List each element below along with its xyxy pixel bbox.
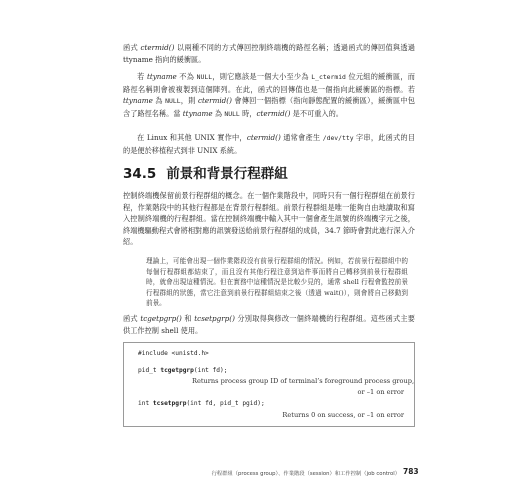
include-directive: #include <unistd.h> [138, 350, 209, 357]
text-span: 為 [212, 108, 225, 118]
device-path: /dev/tty [322, 134, 354, 142]
intro-paragraph-2 [123, 71, 415, 120]
tcgetpgrp-signature [138, 367, 227, 374]
text-span: 通常會產生 [280, 133, 323, 142]
text-span: 函式 [123, 314, 141, 323]
section-title: 前景和背景行程群組 [166, 166, 288, 182]
text-span: 以兩種不同的方式傳回控制終端機的路徑名稱；透過函式的傳回值與透過 ttyname 指向的緩衝區。 [123, 43, 415, 64]
function-name: tcgetpgrp [160, 367, 194, 374]
parameter-name: ttyname [146, 72, 177, 81]
text-span: 時， [239, 108, 257, 118]
text-span: 分別取得與修改一個終端機的行程群組。這些函式主要供工作控制 shell 使用。 [123, 314, 415, 335]
text-span: ，則 [180, 96, 198, 105]
body-paragraph-1: 控制終端機保留前景行程群組的概念。在一個作業階段中，同時只有一個行程群組在前景行程，作業階段中的其他行程都是在背景行程群組。前景行程群組是唯一能夠自由地讀取和寫入控制終端機的行程群組。當在控制終端機中輸入其中一個會產生訊號的終端機字元之後，終端機驅動程式會將相對應的訊號發送給前景行程群組的成員，34.7 節時會對此進行深入介紹。 [123, 191, 415, 246]
constant: L_ctermid [311, 73, 346, 81]
argument-list: (int fd); [193, 367, 228, 374]
constant: NULL [224, 109, 240, 118]
tcsetpgrp-signature [138, 400, 265, 407]
parameter-name: ttyname [182, 108, 213, 118]
text-span: 在 Linux 和其他 UNIX 實作中， [137, 133, 247, 142]
function-name: ctermid() [197, 96, 232, 105]
function-name: tcgetpgrp() [140, 314, 182, 323]
function-name: tcsetpgrp [152, 400, 187, 407]
constant: NULL [196, 73, 213, 81]
text-span: 函式 [123, 43, 141, 52]
text-span: 字串，此函式的目的是便於移植程式到非 UNIX 系統。 [123, 133, 416, 155]
text-span: 不為 [176, 72, 197, 81]
running-footer: 行程群組（process group）、作業階段（session）和工作控制（job control） [211, 471, 400, 477]
parameter-name: ttyname [123, 96, 153, 105]
intro-paragraph-3 [123, 132, 415, 156]
constant: NULL [165, 97, 181, 105]
text-span: 是不可重入的。 [290, 108, 343, 118]
section-heading [123, 162, 288, 182]
function-name: ctermid() [256, 108, 291, 118]
intro-paragraph-1 [123, 42, 415, 65]
tcgetpgrp-error-description: or –1 on error [357, 388, 404, 396]
body-paragraph-2 [123, 313, 415, 336]
return-type: pid_t [138, 367, 161, 374]
text-span: 會傳回一個指標（指向靜態配置的緩衝區），緩衝區中包含了路徑名稱。當 [123, 96, 415, 118]
text-span: 位元組的緩衝區，而路徑名稱則會被複製到這個陣列。在此，函式的回傳值也是一個指向此緩衝區的指標。若 [123, 72, 415, 94]
argument-list: (int fd, pid_t pgid); [186, 400, 265, 407]
text-span: 為 [152, 96, 166, 105]
text-span: 若 [137, 72, 147, 81]
section-number: 34.5 [123, 166, 157, 182]
note-paragraph: 理論上，可能會出現一個作業階段沒有前景行程群組的情況。例如，若前景行程群組中的每個行程群組都結束了，而且沒有其他行程注意到這件事而將自己轉移到前景行程群組時，就會出現這種情況。但在實務中這種情況是比較少見的，通常 shell 行程會監控前景行程群組的狀態，當它注意到前景行程群組結束之後（透過 wait()），則會將自己移動到前景。 [146, 257, 408, 308]
text-span: ，則它應該是一個大小至少為 [212, 72, 312, 81]
page-number: 783 [403, 467, 419, 476]
function-prototype-box [123, 342, 415, 427]
function-name: ctermid() [246, 133, 281, 142]
return-type: int [138, 400, 153, 407]
tcgetpgrp-return-description: Returns process group ID of terminal’s foreground process group, [192, 377, 415, 385]
function-name: ctermid() [140, 43, 175, 52]
tcsetpgrp-return-description: Returns 0 on success, or –1 on error [282, 411, 404, 419]
text-span: 和 [181, 314, 195, 323]
function-name: tcsetpgrp() [194, 314, 235, 323]
